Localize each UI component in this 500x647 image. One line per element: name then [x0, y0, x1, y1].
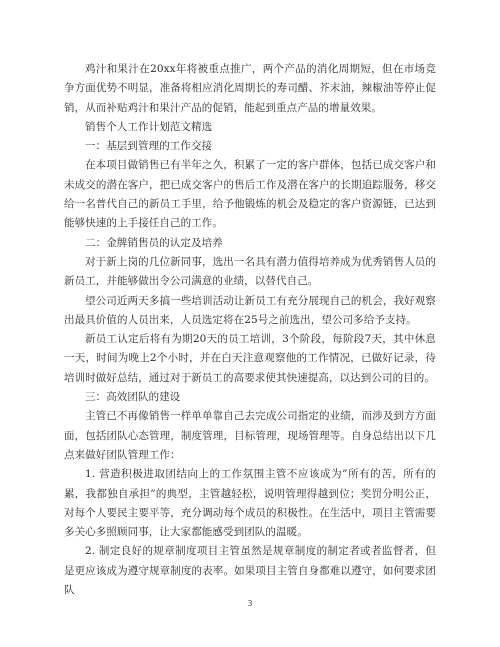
list-item-rules: 2. 制定良好的规章制度项目主管虽然是规章制度的制定者或者监督者，但是更应该成为遵守规章制度的表率。如果项目主管自身都难以遵守，如何要求团队	[64, 545, 436, 597]
page-number: 3	[247, 599, 253, 608]
heading-team-building: 三：高效团队的建设	[85, 391, 181, 404]
paragraph-product-promotion: 鸡汁和果汁在20xx年将被重点推广，两个产品的消化周期短，但在市场竞争方面优势不明显，准备将相应消化周期长的寿司醋、芥末油，辣椒油等停止促销，从而补贴鸡汁和果汁产品的促销，能起到重点产品的增量效果。	[64, 63, 436, 114]
heading-gold-sales: 二：金牌销售员的认定及培养	[85, 236, 223, 249]
list-item-atmosphere: 1. 营造积极进取团结向上的工作氛围主管不应该成为”所有的苦，所有的累，我都独自承担”的典型，主管越轻松，说明管理得越到位；奖罚分明公正，对每个人要民主要平等，充分调动每个成员的积极性。在生活中，项目主管需要多关心多照顾同事，让大家都能感受到团队的温暖。	[64, 468, 436, 539]
heading-handover: 一：基层到管理的工作交接	[85, 140, 213, 153]
section-title: 销售个人工作计划范文精选	[85, 120, 213, 133]
paragraph-training-plan: 新员工认定后将有为期20天的员工培训，3个阶段，每阶段7天，其中休息一天，时间为晚上2个小时，并在白天注意观察他的工作情况，已做好记录，待培训时做好总结，通过对于新员工的高要求使其快速提高，以达到公司的目的。	[64, 333, 436, 384]
document-body	[64, 60, 436, 600]
paragraph-team-management: 主管已不再像销售一样单单靠自己去完成公司指定的业绩，而涉及到方方面面，包括团队心态管理，制度管理，目标管理，现场管理等。自身总结出以下几点来做好团队管理工作：	[64, 410, 436, 461]
paragraph-handover: 在本项目做销售已有半年之久，积累了一定的客户群体，包括已成交客户和未成交的潜在客户，把已成交客户的售后工作及潜在客户的长期追踪服务，移交给一名普代自己的新员工手里，给予他锻炼的机会及稳定的客户资源链，已达到能够快速的上手接任自己的工作。	[64, 159, 436, 230]
paragraph-new-colleagues: 对于新上岗的几位新同事，选出一名具有潜力值得培养成为优秀销售人员的新员工，并能够做出令公司满意的业绩，以替代自己。	[64, 255, 436, 288]
paragraph-training-activities: 望公司近两天多搞一些培训活动让新员工有充分展现自己的机会，我好观察出最具价值的人员出来，人员选定将在25号之前选出，望公司多给予支持。	[64, 294, 436, 326]
